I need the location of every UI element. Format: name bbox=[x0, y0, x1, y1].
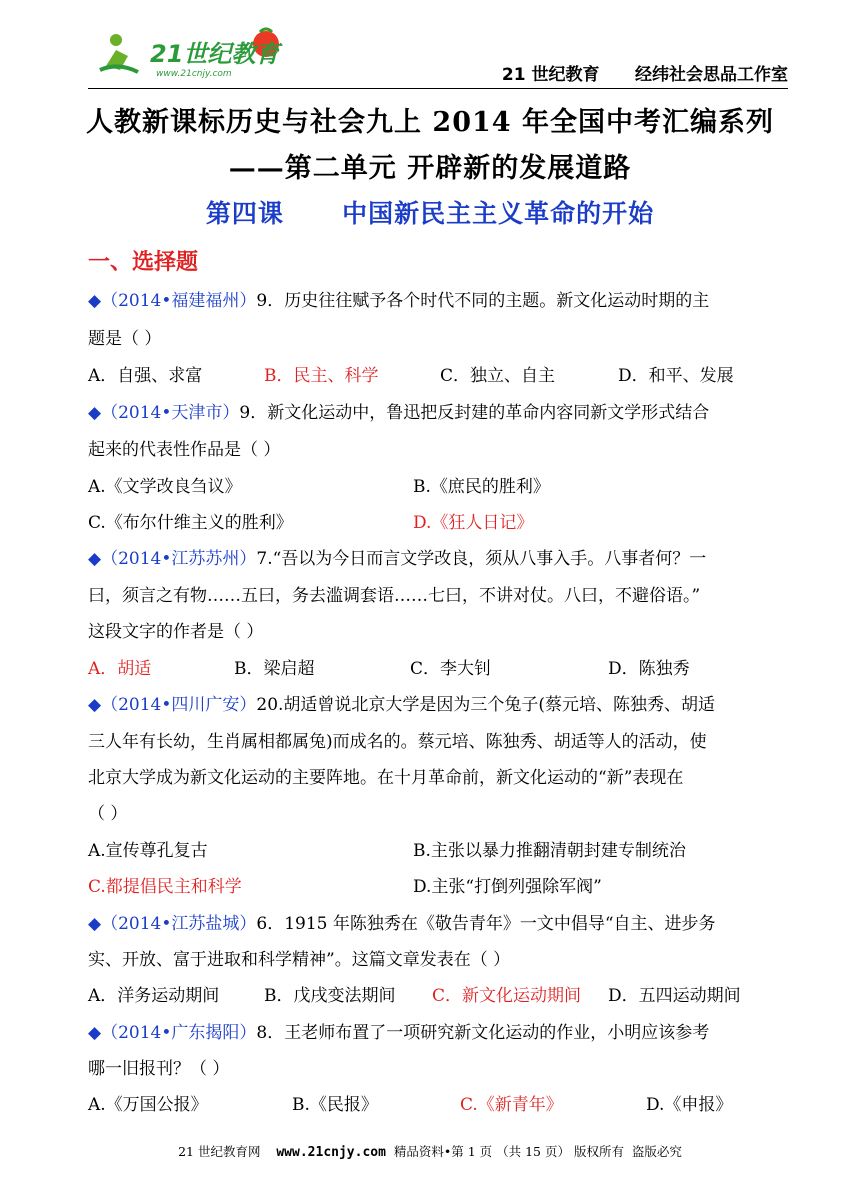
q4-option-c: C.都提倡民主和科学 bbox=[88, 877, 242, 897]
q4-option-a: A.宣传尊孔复古 bbox=[88, 841, 208, 861]
doc-subtitle: ——第二单元 开辟新的发展道路 bbox=[228, 153, 632, 184]
question-4-cont3: （ ） bbox=[88, 804, 128, 824]
section-heading: 一、选择题 bbox=[88, 250, 199, 275]
q6-source: ◆（2014•广东揭阳） bbox=[88, 1023, 257, 1043]
q3-source: ◆（2014•江苏苏州） bbox=[88, 549, 257, 569]
doc-title: 人教新课标历史与社会九上 2014 年全国中考汇编系列 bbox=[86, 107, 774, 138]
q4-option-d: D.主张“打倒列强除军阀” bbox=[413, 877, 602, 897]
svg-text:21世纪教育: 21世纪教育 bbox=[150, 40, 280, 68]
q2-option-d: D.《狂人日记》 bbox=[413, 513, 534, 533]
question-2-cont: 起来的代表性作品是（ ） bbox=[88, 440, 281, 460]
q2-option-c: C.《布尔什维主义的胜利》 bbox=[88, 513, 293, 533]
q6-option-d: D.《申报》 bbox=[646, 1095, 733, 1115]
q6-option-a: A.《万国公报》 bbox=[88, 1095, 208, 1115]
svg-text:www.21cnjy.com: www.21cnjy.com bbox=[156, 69, 232, 79]
q6-option-b: B.《民报》 bbox=[292, 1095, 378, 1115]
q2-option-b: B.《庶民的胜利》 bbox=[413, 477, 550, 497]
q3-option-d: D．陈独秀 bbox=[608, 659, 690, 679]
q3-option-b: B．梁启超 bbox=[234, 659, 315, 679]
q5-option-c: C．新文化运动期间 bbox=[432, 986, 582, 1006]
question-3-cont: 曰，须言之有物……五曰，务去滥调套语……七曰，不讲对仗。八曰，不避俗语。” bbox=[88, 586, 701, 606]
question-4-cont: 三人年有长幼，生肖属相都属兔)而成名的。蔡元培、陈独秀、胡适等人的活动，使 bbox=[88, 732, 707, 752]
q3-option-c: C．李大钊 bbox=[410, 659, 492, 679]
q1-option-c: C．独立、自主 bbox=[440, 366, 556, 386]
question-1-cont: 题是（ ） bbox=[88, 329, 162, 349]
question-4: ◆（2014•四川广安）20.胡适曾说北京大学是因为三个兔子(蔡元培、陈独秀、胡适 bbox=[88, 695, 716, 715]
q6-option-c: C.《新青年》 bbox=[460, 1095, 563, 1115]
q5-source: ◆（2014•江苏盐城） bbox=[88, 914, 257, 934]
header-divider bbox=[88, 88, 788, 89]
q1-option-d: D．和平、发展 bbox=[618, 366, 734, 386]
q1-option-a: A．自强、求富 bbox=[88, 366, 203, 386]
q5-option-d: D．五四运动期间 bbox=[608, 986, 741, 1006]
footer-url[interactable]: www.21cnjy.com bbox=[276, 1145, 386, 1160]
q2-source: ◆（2014•天津市） bbox=[88, 403, 240, 423]
q1-option-b: B．民主、科学 bbox=[264, 366, 379, 386]
question-3: ◆（2014•江苏苏州）7.“吾以为今日而言文学改良，须从八事入手。八事者何？一 bbox=[88, 549, 707, 569]
q1-source: ◆（2014•福建福州） bbox=[88, 291, 257, 311]
question-3-cont2: 这段文字的作者是（ ） bbox=[88, 622, 264, 642]
question-5: ◆（2014•江苏盐城）6．1915 年陈独秀在《敬告青年》一文中倡导“自主、进步务 bbox=[88, 914, 716, 934]
question-4-cont2: 北京大学成为新文化运动的主要阵地。在十月革命前，新文化运动的“新”表现在 bbox=[88, 768, 684, 788]
q3-option-a: A．胡适 bbox=[88, 659, 152, 679]
q4-source: ◆（2014•四川广安） bbox=[88, 695, 257, 715]
question-6: ◆（2014•广东揭阳）8．王老师布置了一项研究新文化运动的作业，小明应该参考 bbox=[88, 1023, 710, 1043]
q5-option-a: A．洋务运动期间 bbox=[88, 986, 220, 1006]
q5-option-b: B．戊戌变法期间 bbox=[264, 986, 396, 1006]
page-footer: 21 世纪教育网 www.21cnjy.com 精品资料•第 1 页 （共 15 页） 版权所有 盗版必究 bbox=[178, 1144, 682, 1160]
question-2: ◆（2014•天津市）9．新文化运动中，鲁迅把反封建的革命内容同新文学形式结合 bbox=[88, 403, 710, 423]
question-5-cont: 实、开放、富于进取和科学精神”。这篇文章发表在（ ） bbox=[88, 950, 511, 970]
site-logo bbox=[98, 26, 288, 86]
lesson-title: 第四课 中国新民主主义革命的开始 bbox=[205, 199, 655, 228]
q2-option-a: A.《文学改良刍议》 bbox=[88, 477, 242, 497]
q4-option-b: B.主张以暴力推翻清朝封建专制统治 bbox=[413, 841, 686, 861]
header-right-text: 21 世纪教育 经纬社会思品工作室 bbox=[501, 65, 788, 85]
question-1: ◆（2014•福建福州）9．历史往往赋予各个时代不同的主题。新文化运动时期的主 bbox=[88, 291, 710, 311]
page-header bbox=[88, 20, 788, 90]
question-6-cont: 哪一旧报刊？（ ） bbox=[88, 1059, 230, 1079]
